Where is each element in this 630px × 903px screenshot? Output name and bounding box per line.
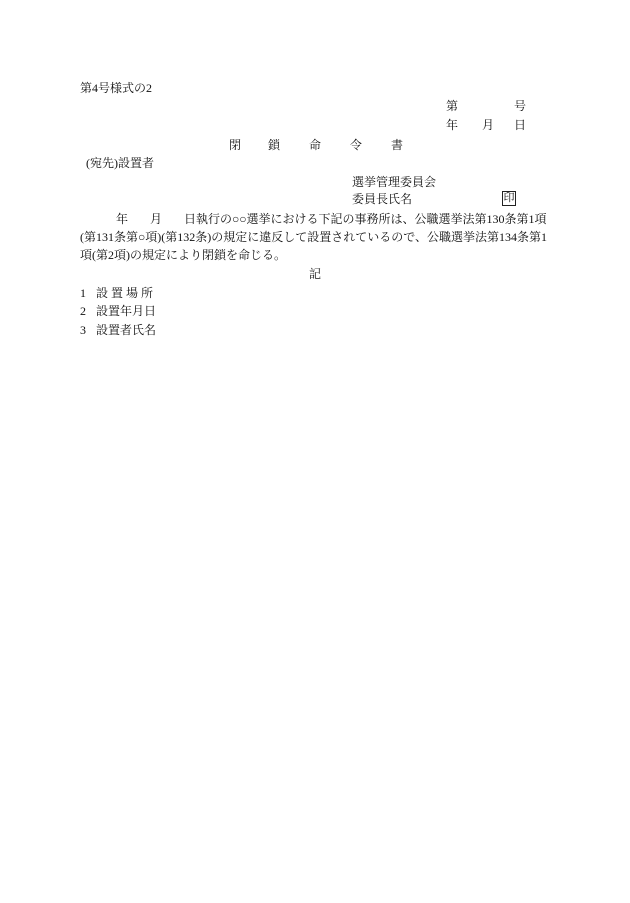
issuer-chairman: 委員長氏名 bbox=[352, 192, 413, 206]
title-char: 命 bbox=[309, 138, 322, 152]
body-line-3: 項(第2項)の規定により閉鎖を命じる。 bbox=[80, 248, 286, 262]
document-no-prefix: 第 bbox=[446, 99, 459, 113]
note-heading: 記 bbox=[309, 267, 322, 281]
recipient: (宛先)設置者 bbox=[86, 156, 154, 170]
item-label: 設 置 場 所 bbox=[96, 286, 154, 300]
item-number: 2 bbox=[80, 304, 86, 318]
item-number: 1 bbox=[80, 286, 86, 300]
date-day: 日 bbox=[514, 118, 527, 132]
list-item bbox=[0, 321, 630, 339]
title-char: 令 bbox=[350, 138, 363, 152]
date-year: 年 bbox=[446, 118, 459, 132]
title-char: 鎖 bbox=[268, 138, 281, 152]
seal-mark: 印 bbox=[503, 192, 515, 204]
body-line-2: (第131条第○項)(第132条)の規定に違反して設置されているので、公職選挙法第134条第1 bbox=[80, 230, 547, 244]
body-month: 月 bbox=[150, 212, 163, 226]
body-year: 年 bbox=[116, 212, 129, 226]
date-month: 月 bbox=[482, 118, 495, 132]
title-char: 書 bbox=[391, 138, 404, 152]
form-number: 第4号様式の2 bbox=[80, 81, 153, 95]
item-number: 3 bbox=[80, 323, 86, 337]
list-item bbox=[0, 302, 630, 320]
title-char: 閉 bbox=[229, 138, 242, 152]
issuer-committee: 選挙管理委員会 bbox=[352, 175, 437, 189]
item-label: 設置者氏名 bbox=[96, 323, 157, 337]
list-item bbox=[0, 284, 630, 302]
body-line-1: 日執行の○○選挙における下記の事務所は、公職選挙法第130条第1項 bbox=[184, 212, 547, 226]
document-no-suffix: 号 bbox=[514, 99, 527, 113]
item-label: 設置年月日 bbox=[96, 304, 157, 318]
